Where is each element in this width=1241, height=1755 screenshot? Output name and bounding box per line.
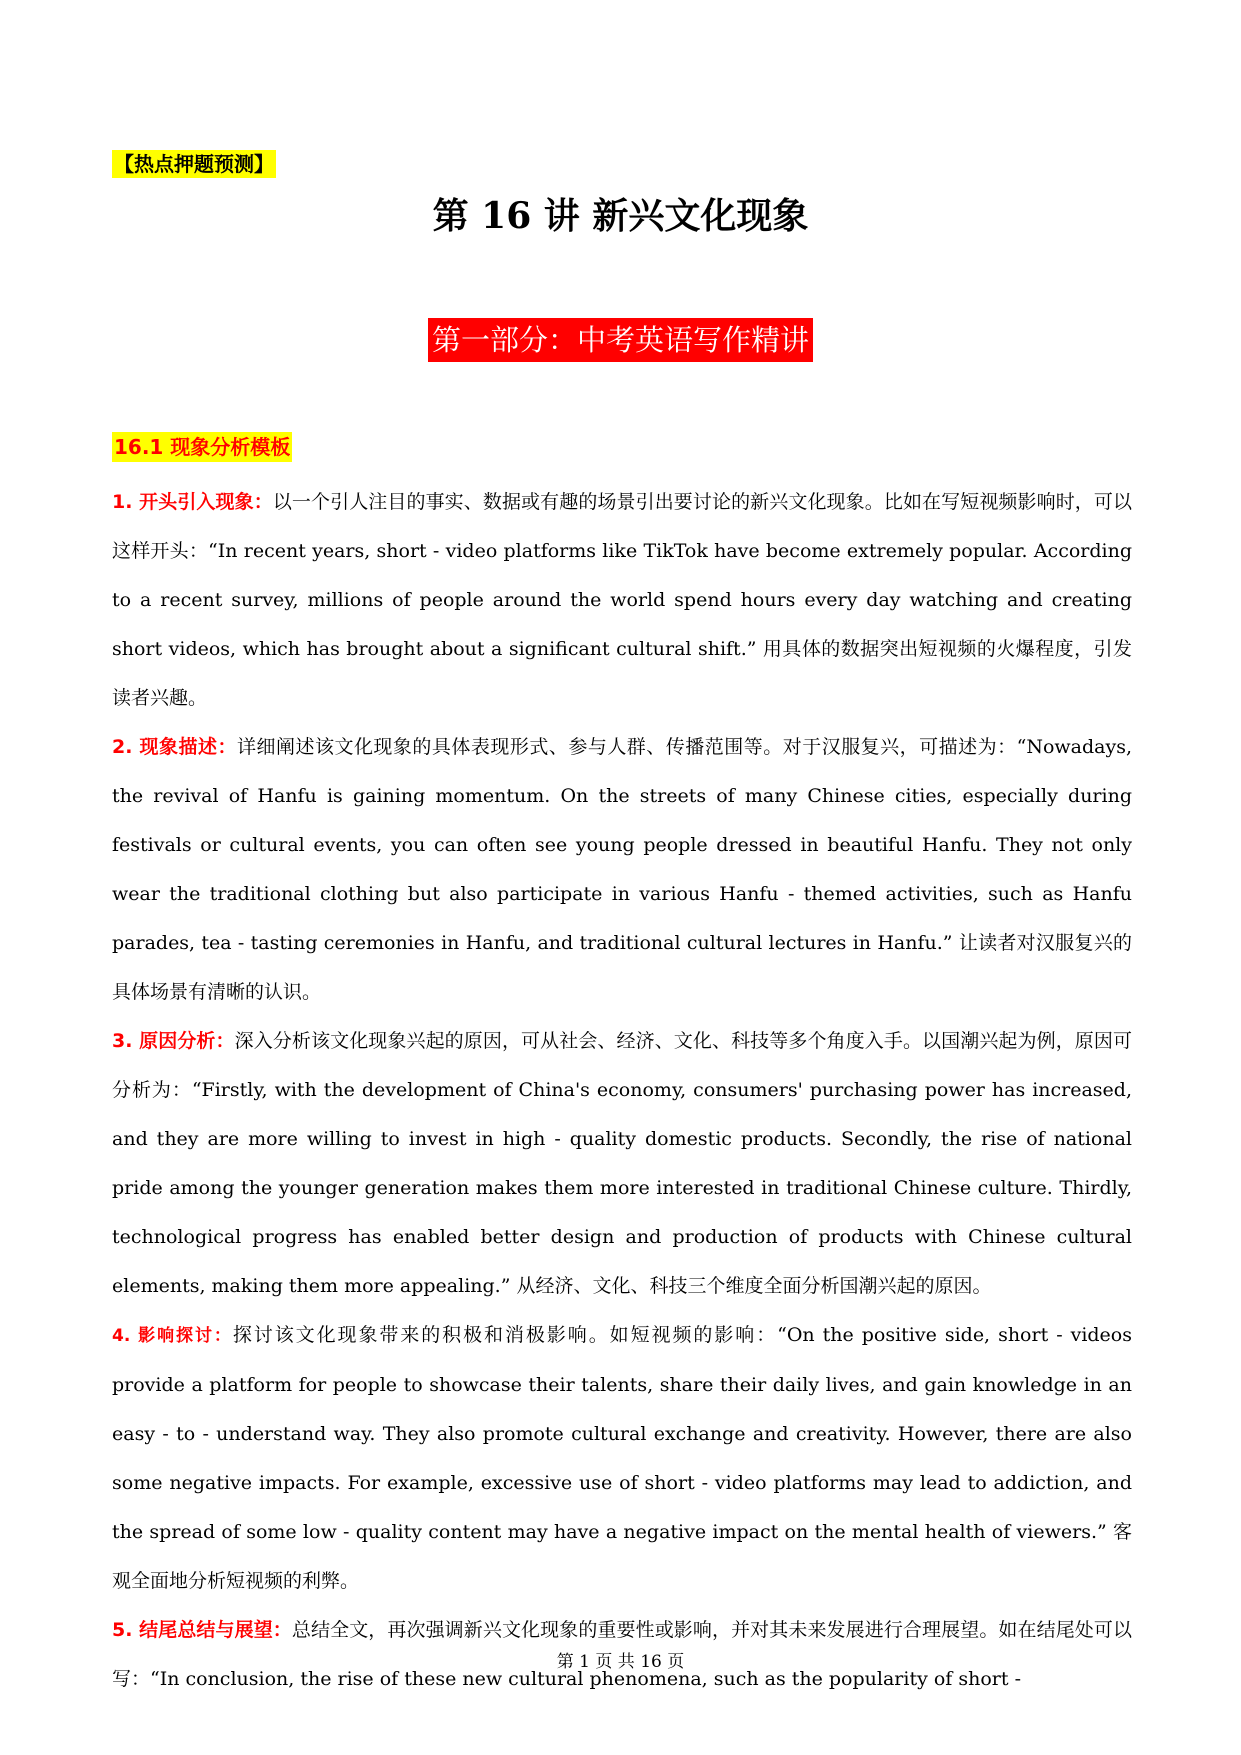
- paragraph-text: 详细阐述该文化现象的具体表现形式、参与人群、传播范围等。对于汉服复兴，可描述为：“Nowadays, the revival of Hanfu is gaining momentum. On the streets of many Chinese cities, especially during festivals or cultural events, you can often see young people dressed in beautiful Hanfu. They not only wear the traditional clothing but also participate in various Hanfu - themed activities, such as Hanfu parades, tea - tasting ceremonies in Hanfu, and traditional cultural lectures in Hanfu.” 让读者对汉服复兴的具体场景有清晰的认识。: [112, 736, 1132, 1003]
- paragraph-causes: [112, 1017, 1132, 1311]
- page-number: 第 1 页 共 16 页: [556, 1652, 685, 1672]
- paragraph-intro: [112, 478, 1132, 723]
- paragraph-heading: 3. 原因分析：: [112, 1030, 235, 1052]
- part-title-wrapper: [0, 318, 1241, 362]
- document-body: [112, 478, 1132, 1704]
- paragraph-heading: 4. 影响探讨：: [112, 1326, 233, 1346]
- paragraph-text: 以一个引人注目的事实、数据或有趣的场景引出要讨论的新兴文化现象。比如在写短视频影响时，可以这样开头：“In recent years, short - video platforms like TikTok have become extremely popular. According to a recent survey, millions of people around the world spend hours every day watching and creating short videos, which has brought about a significant cultural shift.” 用具体的数据突出短视频的火爆程度，引发读者兴趣。: [112, 491, 1132, 709]
- paragraph-description: [112, 723, 1132, 1017]
- paragraph-impact: [112, 1311, 1132, 1606]
- paragraph-text: 深入分析该文化现象兴起的原因，可从社会、经济、文化、科技等多个角度入手。以国潮兴起为例，原因可分析为：“Firstly, with the development of China's economy, consumers' purchasing power has increased, and they are more willing to invest in high - quality domestic products. Secondly, the rise of national pride among the younger generation makes them more interested in traditional Chinese culture. Thirdly, technological progress has enabled better design and production of products with Chinese cultural elements, making them more appealing.” 从经济、文化、科技三个维度全面分析国潮兴起的原因。: [112, 1030, 1132, 1297]
- paragraph-heading: 1. 开头引入现象：: [112, 491, 273, 513]
- paragraph-text: 探讨该文化现象带来的积极和消极影响。如短视频的影响：“On the positive side, short - videos provide a platform for people to showcase their talents, share their daily lives, and gain knowledge in an easy - to - understand way. They also promote cultural exchange and creativity. However, there are also some negative impacts. For example, excessive use of short - video platforms may lead to addiction, and the spread of some low - quality content may have a negative impact on the mental health of viewers.” 客观全面地分析短视频的利弊。: [112, 1324, 1132, 1592]
- lecture-title: 第 16 讲 新兴文化现象: [432, 195, 809, 237]
- hot-topic-tag: 【热点押题预测】: [114, 152, 274, 176]
- paragraph-heading: 2. 现象描述：: [112, 736, 237, 758]
- part-title: 第一部分：中考英语写作精讲: [428, 318, 813, 362]
- paragraph-text: 总结全文，再次强调新兴文化现象的重要性或影响，并对其未来发展进行合理展望。如在结尾处可以写：“In conclusion, the rise of these new cultural phenomena, such as the popularity of short -: [112, 1619, 1132, 1690]
- paragraph-heading: 5. 结尾总结与展望：: [112, 1619, 292, 1641]
- section-title: 16.1 现象分析模板: [112, 432, 292, 462]
